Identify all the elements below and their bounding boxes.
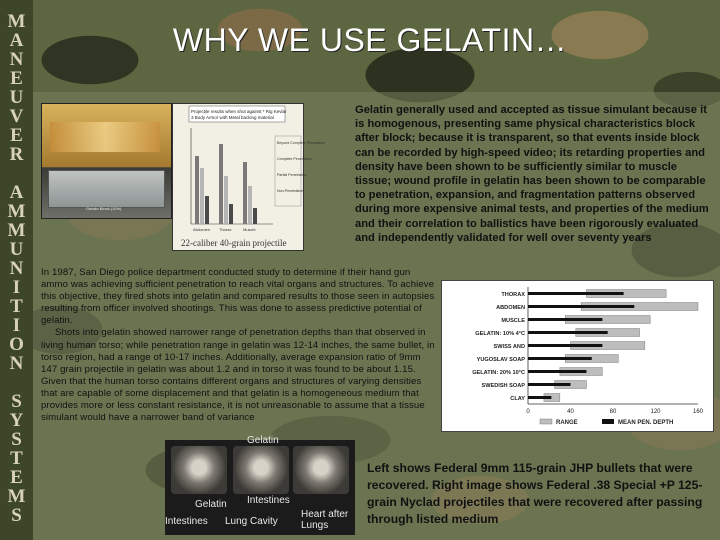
small-chart-legend-4: Non-Penetration (277, 189, 304, 193)
penetration-depth-chart-svg (442, 281, 713, 431)
category-label: MUSCLE (501, 318, 525, 324)
slide-title: WHY WE USE GELATIN… (172, 22, 568, 58)
mean-depth-bar (528, 344, 602, 347)
photo-label-intestines: Intestines (247, 495, 290, 506)
x-tick-label: 40 (567, 409, 574, 415)
mean-depth-bar (528, 318, 602, 321)
x-tick-label: 160 (692, 409, 704, 415)
sidebar-letter: M (7, 11, 26, 32)
gelatin-block-label: Gelatin Block (10%) (86, 206, 122, 211)
san-diego-study-paragraph-2: Shots into gelatin showed narrower range of penetration depths than that observed in living human torso; while penetration range in gelatin was 12-14 inches, the same bullet, in torso region, had a range of 10-17 inches. Additionally, average expansion ratio of 9mm 147 grain projectile in gelatin was about 1.2 and in torso it was found to be about 1.15. Given that the human torso contains different organs and structures of varying densities that are capable of some displacement and that gelatin is a homogeneous medium that provides more or less constant resistance, it is not unreasonable to assume that a tissue simulant would have a narrower band of variance (41, 327, 435, 424)
legend-range-swatch (540, 419, 552, 424)
small-chart-legend-2: Complete Penetration (277, 157, 312, 161)
small-chart-legend-3: Partial Penetration (277, 173, 307, 177)
x-tick-label: 80 (609, 409, 617, 415)
sidebar-letter: M (7, 220, 26, 241)
sidebar-letter: M (7, 201, 26, 222)
sidebar-letter: T (10, 296, 23, 317)
sidebar-letter: O (9, 334, 24, 355)
legend-range-label: RANGE (556, 420, 578, 426)
small-chart-bar-8 (248, 186, 252, 224)
x-tick-label: 0 (526, 409, 530, 415)
small-chart-caption: 22-caliber 40-grain projectile (181, 238, 287, 248)
small-chart-bar-9 (253, 208, 257, 224)
sidebar-letter: N (9, 258, 24, 279)
sidebar-letter: S (11, 429, 22, 450)
penetration-depth-chart (441, 280, 714, 432)
sidebar-letter: T (10, 448, 23, 469)
mean-depth-bar (528, 331, 608, 334)
mean-depth-bar (528, 383, 571, 386)
photo-label-heart-after-lungs: Heart after Lungs (301, 509, 349, 531)
sidebar-letter: I (12, 315, 21, 336)
sidebar-letter: V (9, 106, 24, 127)
small-chart-bar-2 (200, 168, 204, 224)
small-chart-title-line-2: 3 Body Armor with Metal backing material (191, 115, 274, 120)
small-chart-bar-1 (195, 156, 199, 224)
gelatin-block-photo (41, 103, 172, 219)
sidebar-letter: M (7, 486, 26, 507)
category-label: SWEDISH SOAP (481, 383, 525, 389)
sidebar-letter: N (9, 353, 24, 374)
small-chart-bar-5 (224, 176, 228, 224)
small-chart-legend-1: Beyond Complete Penetration (277, 141, 325, 145)
mean-depth-bar (528, 305, 634, 308)
san-diego-study-paragraph-1: In 1987, San Diego police department conducted study to determine if their hand gun ammo was achieving sufficient penetration to reach vital organs and structures. To achieve this objective, they fired shots into gelatin and compared results to those seen in autopsies resulting from officer involved shootings. This was done to assess predictive potential of gelatin. (41, 267, 435, 327)
sidebar-title (0, 0, 33, 540)
small-chart-category-2: Thorax (219, 227, 232, 232)
sidebar-letter: E (10, 68, 23, 89)
mean-depth-bar (528, 292, 624, 295)
lung-bullet-photo (293, 446, 349, 494)
category-label: CLAY (510, 396, 525, 402)
sidebar-letter: E (10, 125, 23, 146)
category-label: THORAX (501, 292, 525, 298)
gelatin-reasons-text: Gelatin generally used and accepted as tissue simulant because it is homogenous, presenting same physical characteristics block after block; because it is transparent, so that events inside block can be recorded by high-speed video; its retarding properties and density have been shown to be sufficiently similar to muscle tissue; wound profile in gelatin has been shown to be comparable to penetration, expansion, and fragmentation patterns observed during more expensive animal tests, and properties of the medium and their correlation to ballistics have been rigorously evaluated and independently validated for well over seventy years (355, 104, 709, 244)
small-chart-bar-7 (243, 162, 247, 224)
sidebar-letter: N (9, 49, 24, 70)
x-tick-label: 120 (650, 409, 661, 415)
sidebar-letter: U (9, 239, 24, 260)
recovered-bullets-photos (165, 435, 355, 535)
small-chart-title-line-1: Projectile results when shot against * Rig Kevlar (191, 109, 287, 114)
small-chart-bar-4 (219, 144, 223, 224)
small-chart-bar-3 (205, 196, 209, 224)
photo-label-gelatin: Gelatin (195, 499, 227, 510)
sidebar-letter: S (11, 391, 22, 412)
photo-label-gelatin-top: Gelatin (247, 435, 279, 446)
recovered-bullets-caption: Left shows Federal 9mm 115-grain JHP bullets that were recovered. Right image shows Federal .38 Special +P 125-grain Nyclad projectiles that were recovered after passing through listed medium (367, 461, 703, 527)
small-chart-bar-6 (229, 204, 233, 224)
sidebar-letter: U (9, 87, 24, 108)
small-bar-chart (172, 103, 325, 251)
sidebar-letter: S (11, 505, 22, 526)
small-chart-legend (275, 136, 304, 206)
sidebar-letter: I (12, 277, 21, 298)
category-label: YUGOSLAV SOAP (476, 357, 525, 363)
category-label: GELATIN: 20% 10°C (472, 370, 525, 376)
small-chart-category-3: Muscle (243, 227, 256, 232)
legend-mean-label: MEAN PEN. DEPTH (618, 420, 674, 426)
small-chart-category-1: Abdomen (193, 227, 211, 232)
gelatin-slab (50, 122, 160, 152)
gelatin-block (48, 170, 165, 208)
category-label: ABDOMEN (496, 305, 525, 311)
category-label: GELATIN: 10% 4°C (475, 331, 525, 337)
photo-label-lung-cavity: Lung Cavity (225, 516, 278, 527)
sidebar-letter: Y (9, 410, 24, 431)
sidebar-letter: A (9, 182, 24, 203)
sidebar-letter: E (10, 467, 23, 488)
gelatin-bullet-photo (171, 446, 227, 494)
mean-depth-bar (528, 357, 592, 360)
sidebar-letter: R (9, 144, 24, 165)
intestines-bullet-photo (233, 446, 289, 494)
legend-mean-swatch (602, 419, 614, 424)
photo-label-intestines-bottom: Intestines (165, 516, 208, 527)
mean-depth-bar (528, 396, 551, 399)
sidebar-letter: A (9, 30, 24, 51)
small-chart-svg (173, 104, 325, 250)
san-diego-study-text (41, 267, 437, 424)
mean-depth-bar (528, 370, 586, 373)
category-label: SWISS AND (493, 344, 525, 350)
